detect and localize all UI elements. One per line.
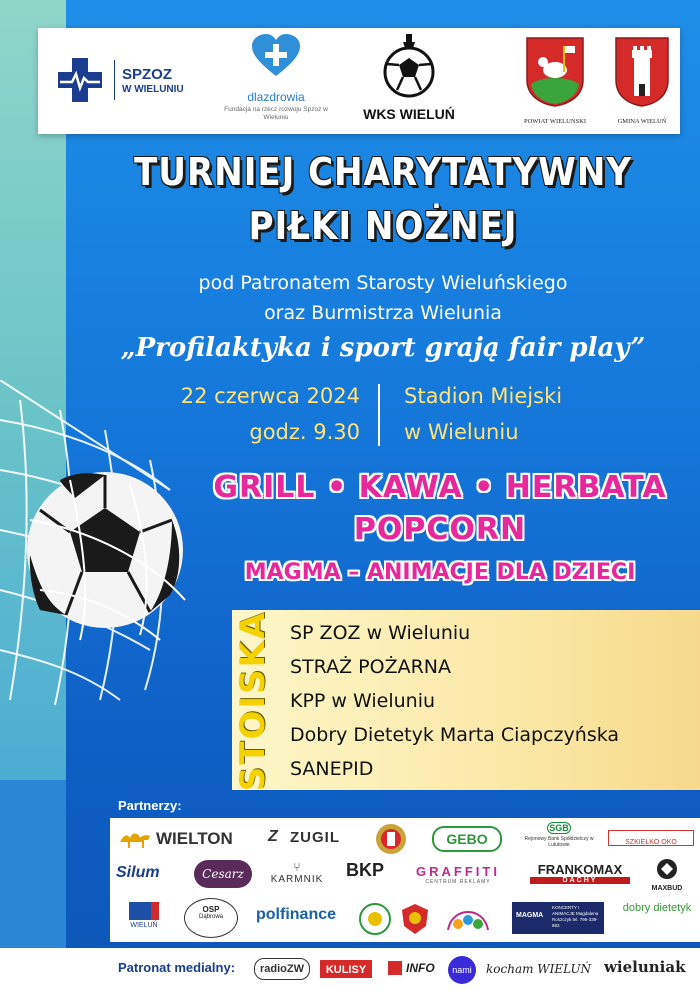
frankomax-sub: DACHY <box>530 877 630 884</box>
list-item: STRAŻ POŻARNA <box>290 656 451 678</box>
gmina-name: GMINA WIELUŃ <box>617 118 667 125</box>
list-item: SP ZOZ w Wieluniu <box>290 622 471 644</box>
nami-logo <box>448 956 476 984</box>
spzoz-logo <box>56 56 196 108</box>
maxbud-name: MAXBUD <box>651 885 683 892</box>
dlazdrowia-sub: Fundacja na rzecz rozwoju Spzoz w Wieluniu <box>224 106 328 121</box>
event-date: 22 czerwca 2024 <box>180 384 360 408</box>
zugil-logo <box>268 828 358 850</box>
camel-icon <box>118 828 154 850</box>
zugil-name: ZUGIL <box>290 829 340 846</box>
wielun-pzc-logo <box>124 902 164 938</box>
magma-name: MAGMA <box>516 912 544 919</box>
attractions-line-2: POPCORN <box>353 512 527 547</box>
polfinance-name: polfinance <box>256 906 337 923</box>
cesarz-name: Cesarz <box>202 867 244 881</box>
sgb-sub: Rejonowy Bank Spółdzielczy w Lututowie <box>524 836 594 848</box>
info-name: INFO <box>406 961 435 975</box>
wielton-name: WIELTON <box>156 829 233 848</box>
info-logo <box>388 958 438 980</box>
logo-bar <box>38 28 680 134</box>
graffiti-sub: CENTRUM REKLAMY <box>425 879 491 885</box>
karmnik-name: KARMNIK <box>270 874 324 885</box>
magma-sub: KONCERTY I ANIMACJE Magdalena Roszczyk tel. 796-339-883 <box>552 905 599 928</box>
kulisy-logo <box>320 960 372 978</box>
silum-name: Silum <box>116 864 160 881</box>
media-bar <box>0 948 700 990</box>
spzoz-city: W WIELUNIU <box>122 84 184 95</box>
dlazdrowia-logo <box>224 34 328 130</box>
graffiti-name: GRAFFITI <box>416 864 500 879</box>
gmina-logo <box>608 36 676 128</box>
coat-of-arms-icon <box>525 36 585 108</box>
patronage-line-1: pod Patronatem Starosty Wieluńskiego <box>198 272 568 294</box>
bkp-logo <box>346 860 390 890</box>
gebo-name: GEBO <box>446 831 488 847</box>
dobry-dietetyk-name: dobry dietetyk <box>622 902 692 914</box>
event-place-line-2: w Wieluniu <box>404 420 519 444</box>
list-item: KPP w Wieluniu <box>290 690 436 712</box>
medical-cross-icon <box>56 56 104 104</box>
maxbud-emblem-icon <box>656 858 678 880</box>
fork-knife-icon: ⑂ <box>293 860 301 874</box>
wieluniak-logo <box>604 958 690 982</box>
osp-sub: Dąbrowa <box>198 914 223 920</box>
bkp-name: BKP <box>346 860 385 880</box>
list-item: Dobry Dietetyk Marta Ciapczyńska <box>290 724 620 746</box>
polfinance-logo <box>256 906 352 932</box>
wielton-logo <box>118 826 240 852</box>
spzoz-name: SPZOZ <box>122 66 173 83</box>
spzoz-separator <box>114 60 115 100</box>
maxbud-logo <box>642 858 692 892</box>
partners-label: Partnerzy: <box>118 798 182 813</box>
list-item: SANEPID <box>290 758 374 780</box>
gebo-logo <box>432 826 502 852</box>
kulisy-name: KULISY <box>325 964 367 976</box>
title-line-1: TURNIEJ CHARYTATYWNY <box>134 150 632 194</box>
title-line-2: PIŁKI NOŻNEJ <box>248 204 518 248</box>
pzc-mark-icon <box>129 902 159 920</box>
seal-badge-icon <box>358 902 392 936</box>
sgb-name: SGB <box>547 822 571 834</box>
frankomax-name: FRANKOMAX <box>537 862 623 877</box>
wks-logo <box>350 34 468 130</box>
info-mark-icon <box>388 961 402 975</box>
osp-logo <box>184 898 238 938</box>
karmnik-logo <box>266 860 328 892</box>
zugil-mark-icon: Z <box>268 828 278 845</box>
osp-name: OSP <box>202 905 220 914</box>
booths-label: STOISKA <box>233 610 273 792</box>
motto: „Profilaktyka i sport grają fair play” <box>120 333 646 363</box>
sgb-logo <box>524 822 594 856</box>
event-time: godz. 9.30 <box>249 420 360 444</box>
kocham-wielun-logo <box>486 960 596 980</box>
soccer-ball-icon <box>377 34 441 98</box>
wielun-pzc-name: WIELUŃ <box>130 922 158 929</box>
szklo-name: SZKIEŁKO OKO <box>625 839 677 846</box>
firefighter-badge-icon <box>400 902 430 936</box>
attractions-line-1: GRILL • KAWA • HERBATA <box>213 470 667 505</box>
dlazdrowia-name: dlazdrowia <box>247 90 305 104</box>
attractions-line-3: MAGMA – ANIMACJE DLA DZIECI <box>244 560 636 585</box>
date-place-divider <box>378 384 380 446</box>
tower-crest-icon <box>614 36 670 108</box>
radio-zw-name: radioZW <box>260 963 304 975</box>
event-place-line-1: Stadion Miejski <box>404 384 563 408</box>
school-badge-icon <box>442 900 494 938</box>
kocham-wielun-name: kocham WIELUŃ <box>486 962 592 976</box>
booths-heading <box>228 610 278 792</box>
dobry-dietetyk-logo <box>620 902 694 934</box>
radio-zw-logo <box>254 958 310 980</box>
powiat-name: POWIAT WIELUŃSKI <box>523 118 587 125</box>
szklo-logo <box>608 830 694 846</box>
booths-list <box>290 616 619 786</box>
nami-name: nami <box>452 965 472 975</box>
frankomax-logo <box>530 862 630 890</box>
heart-icon <box>252 34 300 78</box>
silum-logo <box>116 864 176 886</box>
graffiti-logo <box>406 864 510 890</box>
partners-panel <box>110 818 700 942</box>
magma-logo <box>512 902 604 934</box>
powiat-logo <box>514 36 596 128</box>
media-label: Patronat medialny: <box>118 960 236 975</box>
wks-name: WKS WIELUŃ <box>363 106 455 122</box>
patronage-line-2: oraz Burmistrza Wielunia <box>264 302 502 324</box>
fire-brigade-badge-icon <box>374 822 408 856</box>
cesarz-logo <box>194 860 252 888</box>
wieluniak-name: wieluniak <box>604 958 686 976</box>
